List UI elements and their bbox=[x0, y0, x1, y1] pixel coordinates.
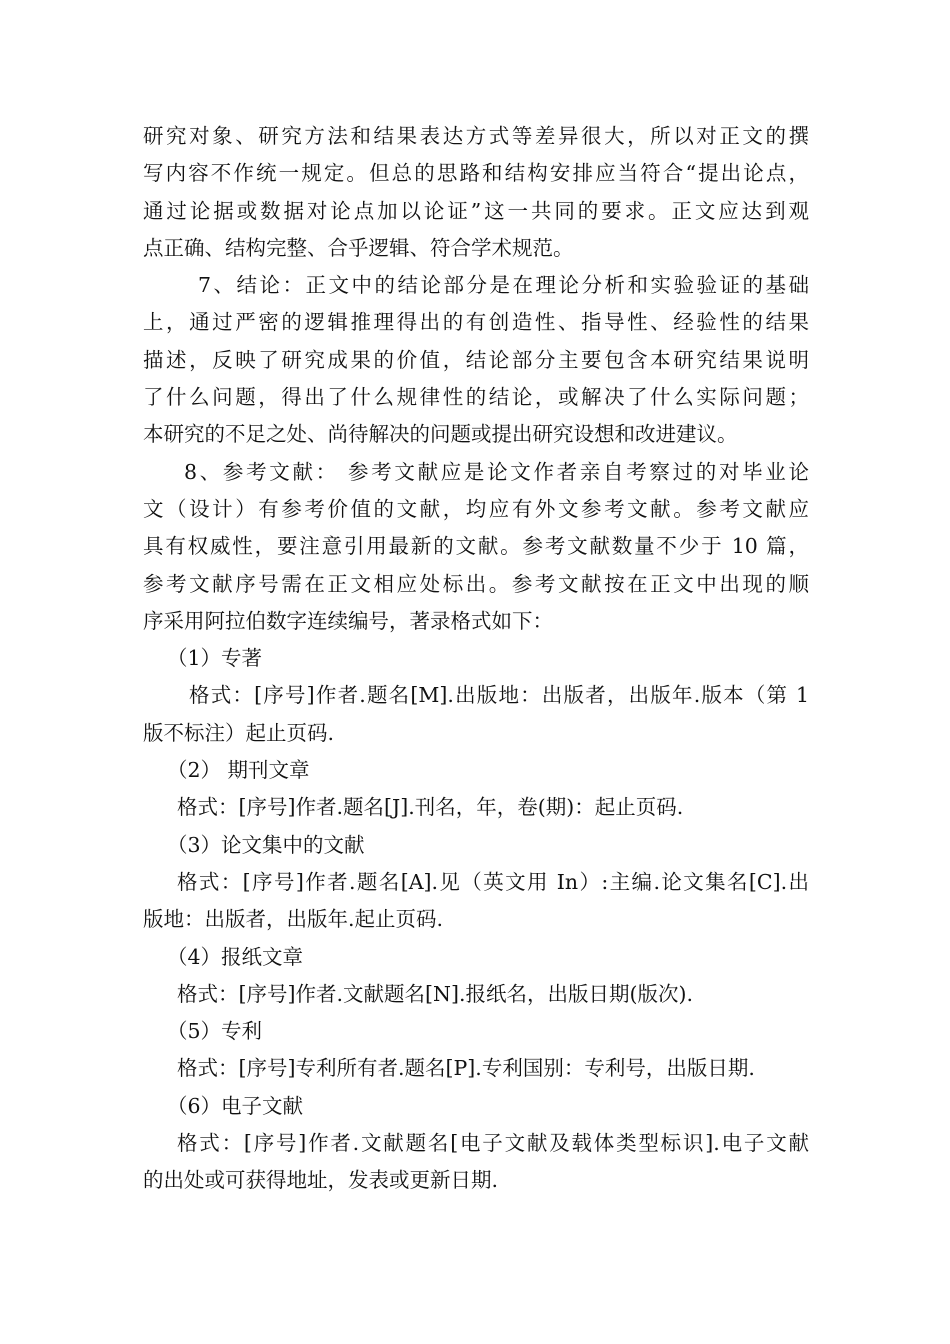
body-line: 版地：出版者，出版年.起止页码. bbox=[143, 907, 444, 932]
subsection-journal: （2） 期刊文章 bbox=[167, 758, 310, 783]
format-line: 格式：[序号]作者.题名[A].见（英文用 In）:主编.论文集名[C].出 bbox=[177, 869, 809, 894]
body-line: 本研究的不足之处、尚待解决的问题或提出研究设想和改进建议。 bbox=[143, 422, 738, 447]
format-line: 格式：[序号]作者.文献题名[N].报纸名，出版日期(版次). bbox=[177, 981, 693, 1006]
body-line: 写内容不作统一规定。但总的思路和结构安排应当符合“提出论点， bbox=[143, 161, 809, 186]
body-line: 具有权威性，要注意引用最新的文献。参考文献数量不少于 10 篇， bbox=[143, 534, 809, 559]
body-line: 了什么问题，得出了什么规律性的结论，或解决了什么实际问题； bbox=[143, 385, 809, 410]
subsection-newspaper: （4）报纸文章 bbox=[167, 944, 304, 969]
body-line: 上，通过严密的逻辑推理得出的有创造性、指导性、经验性的结果 bbox=[143, 310, 809, 335]
body-line: 通过论据或数据对论点加以论证”这一共同的要求。正文应达到观 bbox=[143, 198, 809, 223]
section-7-heading-line: 7、结论：正文中的结论部分是在理论分析和实验验证的基础 bbox=[198, 273, 809, 298]
body-line: 研究对象、研究方法和结果表达方式等差异很大，所以对正文的撰 bbox=[143, 124, 809, 148]
format-line: 格式：[序号]作者.题名[M].出版地：出版者，出版年.版本（第 1 bbox=[189, 683, 809, 708]
body-line: 参考文献序号需在正文相应处标出。参考文献按在正文中出现的顺 bbox=[143, 571, 809, 596]
subsection-monograph: （1）专著 bbox=[167, 646, 263, 671]
document-body bbox=[143, 118, 809, 1200]
subsection-proceedings: （3）论文集中的文献 bbox=[167, 832, 365, 857]
subsection-electronic: （6）电子文献 bbox=[167, 1093, 304, 1118]
format-line: 格式：[序号]作者.文献题名[电子文献及载体类型标识].电子文献 bbox=[177, 1131, 809, 1156]
body-line: 的出处或可获得地址，发表或更新日期. bbox=[143, 1168, 499, 1193]
format-line: 格式：[序号]作者.题名[J].刊名，年，卷(期)：起止页码. bbox=[177, 795, 684, 820]
body-line: 版不标注）起止页码. bbox=[143, 720, 335, 745]
section-8-heading-line: 8、参考文献： 参考文献应是论文作者亲自考察过的对毕业论 bbox=[184, 459, 809, 484]
body-line: 点正确、结构完整、合乎逻辑、符合学术规范。 bbox=[143, 235, 574, 260]
format-line: 格式：[序号]专利所有者.题名[P].专利国别：专利号，出版日期. bbox=[177, 1056, 755, 1081]
body-line: 文（设计）有参考价值的文献，均应有外文参考文献。参考文献应 bbox=[143, 496, 809, 521]
body-line: 序采用阿拉伯数字连续编号，著录格式如下： bbox=[143, 608, 553, 633]
subsection-patent: （5）专利 bbox=[167, 1019, 263, 1044]
body-line: 描述，反映了研究成果的价值，结论部分主要包含本研究结果说明 bbox=[143, 347, 809, 372]
